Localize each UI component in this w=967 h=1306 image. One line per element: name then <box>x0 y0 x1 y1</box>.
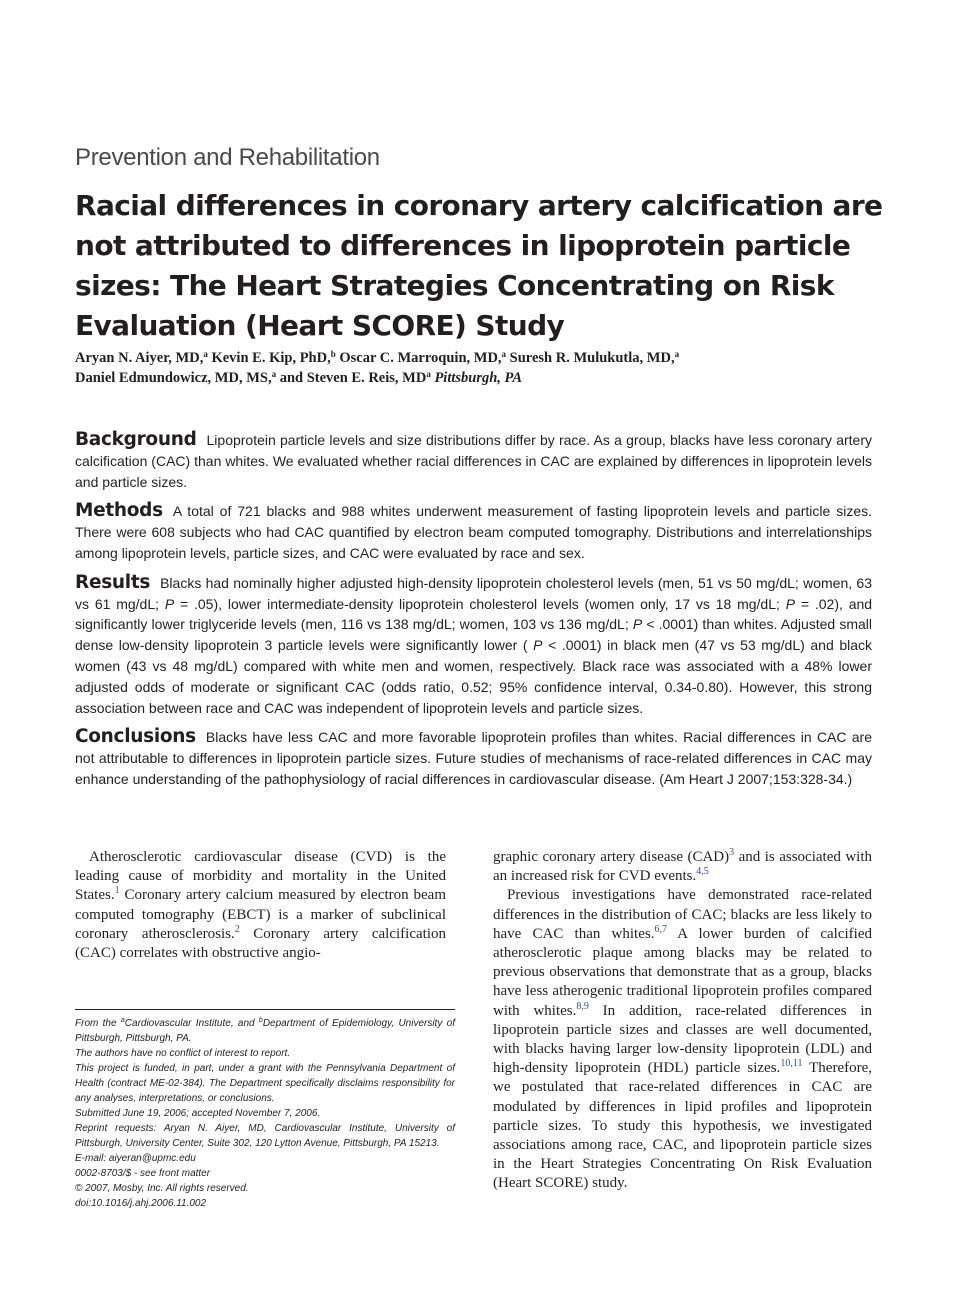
reference-link[interactable]: 8,9 <box>576 1000 589 1012</box>
abstract-heading: Results <box>75 571 151 593</box>
abstract-text: Blacks have less CAC and more favorable lipoprotein profiles than whites. Racial differences in CAC are not attributable to differences in lipoprotein particle sizes. Future studies of mechanisms of race-related differences in CAC may enhance understanding of the pathophysiology of racial differences in cardiovascular disease. (Am Heart J 2007;153:328-34.) <box>75 729 872 787</box>
abstract <box>75 430 872 799</box>
abstract-text: < .0001) than whites. Adjusted small dense low-density lipoprotein 3 particle levels were significantly lower ( <box>75 616 873 654</box>
body-text: Atherosclerotic cardiovascular disease (CVD) is the leading cause of morbidity and mortality in the United States. <box>75 849 446 904</box>
footnote-funding: This project is funded, in part, under a grant with the Pennsylvania Department of Health (contract ME-02-384). The Department specifically disclaims responsibility for any analyses, interpretations, or conclusions. <box>75 1063 455 1104</box>
footnote-conflict: The authors have no conflict of interest to report. <box>75 1048 291 1059</box>
reference-link[interactable]: 3 <box>729 847 735 858</box>
footnote-text: Cardiovascular Institute, and <box>124 1018 259 1029</box>
footnote-submitted: Submitted June 19, 2006; accepted November 7, 2006. <box>75 1108 321 1119</box>
author-name: Suresh R. Mulukutla, MD, <box>509 350 675 366</box>
footnote-rule <box>75 1009 455 1010</box>
body-paragraph <box>493 848 872 886</box>
affiliation-marker: b <box>258 1017 263 1024</box>
abstract-methods <box>75 501 872 563</box>
abstract-text: A total of 721 blacks and 988 whites underwent measurement of fasting lipoprotein levels and particle sizes. There were 608 subjects who had CAC quantified by electron beam computed tomography. Distributions and interrelationships among lipoprotein levels, particle sizes, and CAC were evaluated by race and sex. <box>75 503 872 561</box>
reference-link[interactable]: 6,7 <box>654 923 667 935</box>
footnote-copyright: © 2007, Mosby, Inc. All rights reserved. <box>75 1183 249 1194</box>
body-text: Previous investigations have demonstrated race-related differences in the distribution of CAC; blacks are less likely to have CAC than whites. <box>493 887 872 942</box>
author-name: Kevin E. Kip, PhD, <box>211 350 331 366</box>
footnote-text: Department of Epidemiology, University of Pittsburgh, Pittsburgh, PA. <box>75 1018 455 1044</box>
body-text: and is associated with an increased risk for CVD events. <box>493 849 872 885</box>
footnote-text: From the <box>75 1018 121 1029</box>
footnote-reprint: Reprint requests: Aryan N. Aiyer, MD, Cardiovascular Institute, University of Pittsburgh, University Center, Suite 302, 120 Lytton Avenue, Pittsburgh, PA 15213. <box>75 1123 455 1149</box>
abstract-text: Blacks had nominally higher adjusted high-density lipoprotein cholesterol levels (men, 51 vs 50 mg/dL; women, 63 vs 61 mg/dL; <box>75 574 872 612</box>
author-name: Aryan N. Aiyer, MD, <box>75 350 204 366</box>
abstract-background <box>75 430 872 492</box>
author-list <box>75 348 895 388</box>
body-text: Therefore, we postulated that race-related differences in CAC are modulated by differences in lipid profiles and lipoprotein particle sizes. To study this hypothesis, we investigated associations among race, CAC, and lipoprotein particle sizes in the Heart Strategies Concentrating On Risk Evaluation (Heart SCORE) study. <box>493 1060 873 1192</box>
reference-link[interactable]: 1 <box>114 885 120 897</box>
p-value-symbol: P <box>164 595 175 612</box>
author-affiliation: a <box>501 349 507 359</box>
abstract-text: Lipoprotein particle levels and size distributions differ by race. As a group, blacks have less coronary artery calcification (CAC) than whites. We evaluated whether racial differences in CAC are explained by differences in lipoprotein levels and particle sizes. <box>75 432 872 490</box>
footnote-doi[interactable]: doi:10.1016/j.ahj.2006.11.002 <box>75 1198 207 1209</box>
author-affiliation: a <box>271 369 277 379</box>
abstract-text: = .05), lower intermediate-density lipoprotein cholesterol levels (women only, 17 vs 18 mg/dL; <box>180 595 780 612</box>
section-label: Prevention and Rehabilitation <box>75 144 380 171</box>
article-title: Racial differences in coronary artery calcification are not attributed to differences in lipoprotein particle sizes: The Heart Strategies Concentrating on Risk Evaluation (Heart SCORE) Study <box>75 189 883 342</box>
abstract-text: = .02), and significantly lower triglyceride levels (men, 116 vs 138 mg/dL; women, 103 vs 136 mg/dL; <box>75 595 873 633</box>
footnotes <box>75 1016 455 1211</box>
abstract-heading: Conclusions <box>75 726 196 748</box>
affiliation-marker: a <box>120 1017 125 1024</box>
author-affiliation: a <box>674 349 680 359</box>
abstract-text: < .0001) in black men (47 vs 53 mg/dL) and black women (43 vs 48 mg/dL) compared with white men and women, respectively. Black race was associated with a 48% lower adjusted odds of moderate or significant CAC (odds ratio, 0.52; 95% confidence interval, 0.34-0.80). However, this strong association between race and CAC was independent of lipoprotein levels and particle sizes. <box>75 637 872 716</box>
p-value-symbol: P <box>533 637 543 654</box>
p-value-symbol: P <box>632 616 643 633</box>
body-paragraph <box>75 848 446 963</box>
author-affiliation: b <box>330 349 336 359</box>
author-line-1 <box>75 348 895 368</box>
author-affiliation: a <box>426 369 431 379</box>
p-value-symbol: P <box>785 595 796 612</box>
body-text: Coronary artery calcium measured by electron beam computed tomography (EBCT) is a marker of subclinical coronary atherosclerosis. <box>75 887 446 942</box>
body-text: A lower burden of calcified atherosclerotic plaque among blacks may be related to previous observations that demonstrate that as a group, blacks have less atherogenic traditional lipoprotein profiles compared with whites. <box>493 925 872 1019</box>
body-paragraph <box>493 886 872 1193</box>
body-text: Coronary artery calcification (CAC) correlates with obstructive angio- <box>75 925 446 962</box>
body-column-right <box>493 848 872 1194</box>
footnote-email: E-mail: aiyeran@upmc.edu <box>75 1153 196 1164</box>
author-name: Oscar C. Marroquin, MD, <box>339 350 502 366</box>
reference-link[interactable]: 2 <box>234 923 240 935</box>
reference-link[interactable]: 4,5 <box>696 866 709 878</box>
abstract-conclusions <box>75 727 872 789</box>
body-text: In addition, race-related differences in lipoprotein particle sizes and classes are well documented, with blacks having larger low-density lipoprotein (LDL) and high-density lipoprotein (HDL) particle sizes. <box>493 1002 872 1077</box>
reference-link[interactable]: 10,11 <box>780 1058 803 1070</box>
footnote-affiliations <box>75 1016 455 1046</box>
author-name: Daniel Edmundowicz, MD, MS, <box>75 370 272 386</box>
author-name: and Steven E. Reis, MD <box>279 370 427 386</box>
body-column-left <box>75 848 446 963</box>
author-line-2 <box>75 368 895 388</box>
footnote-issn: 0002-8703/$ - see front matter <box>75 1168 211 1179</box>
author-affiliation: a <box>203 349 208 359</box>
abstract-heading: Background <box>75 429 197 450</box>
author-location: Pittsburgh, PA <box>434 370 523 386</box>
body-text: graphic coronary artery disease (CAD) <box>493 849 730 865</box>
abstract-heading: Methods <box>75 500 163 522</box>
abstract-results <box>75 573 872 719</box>
